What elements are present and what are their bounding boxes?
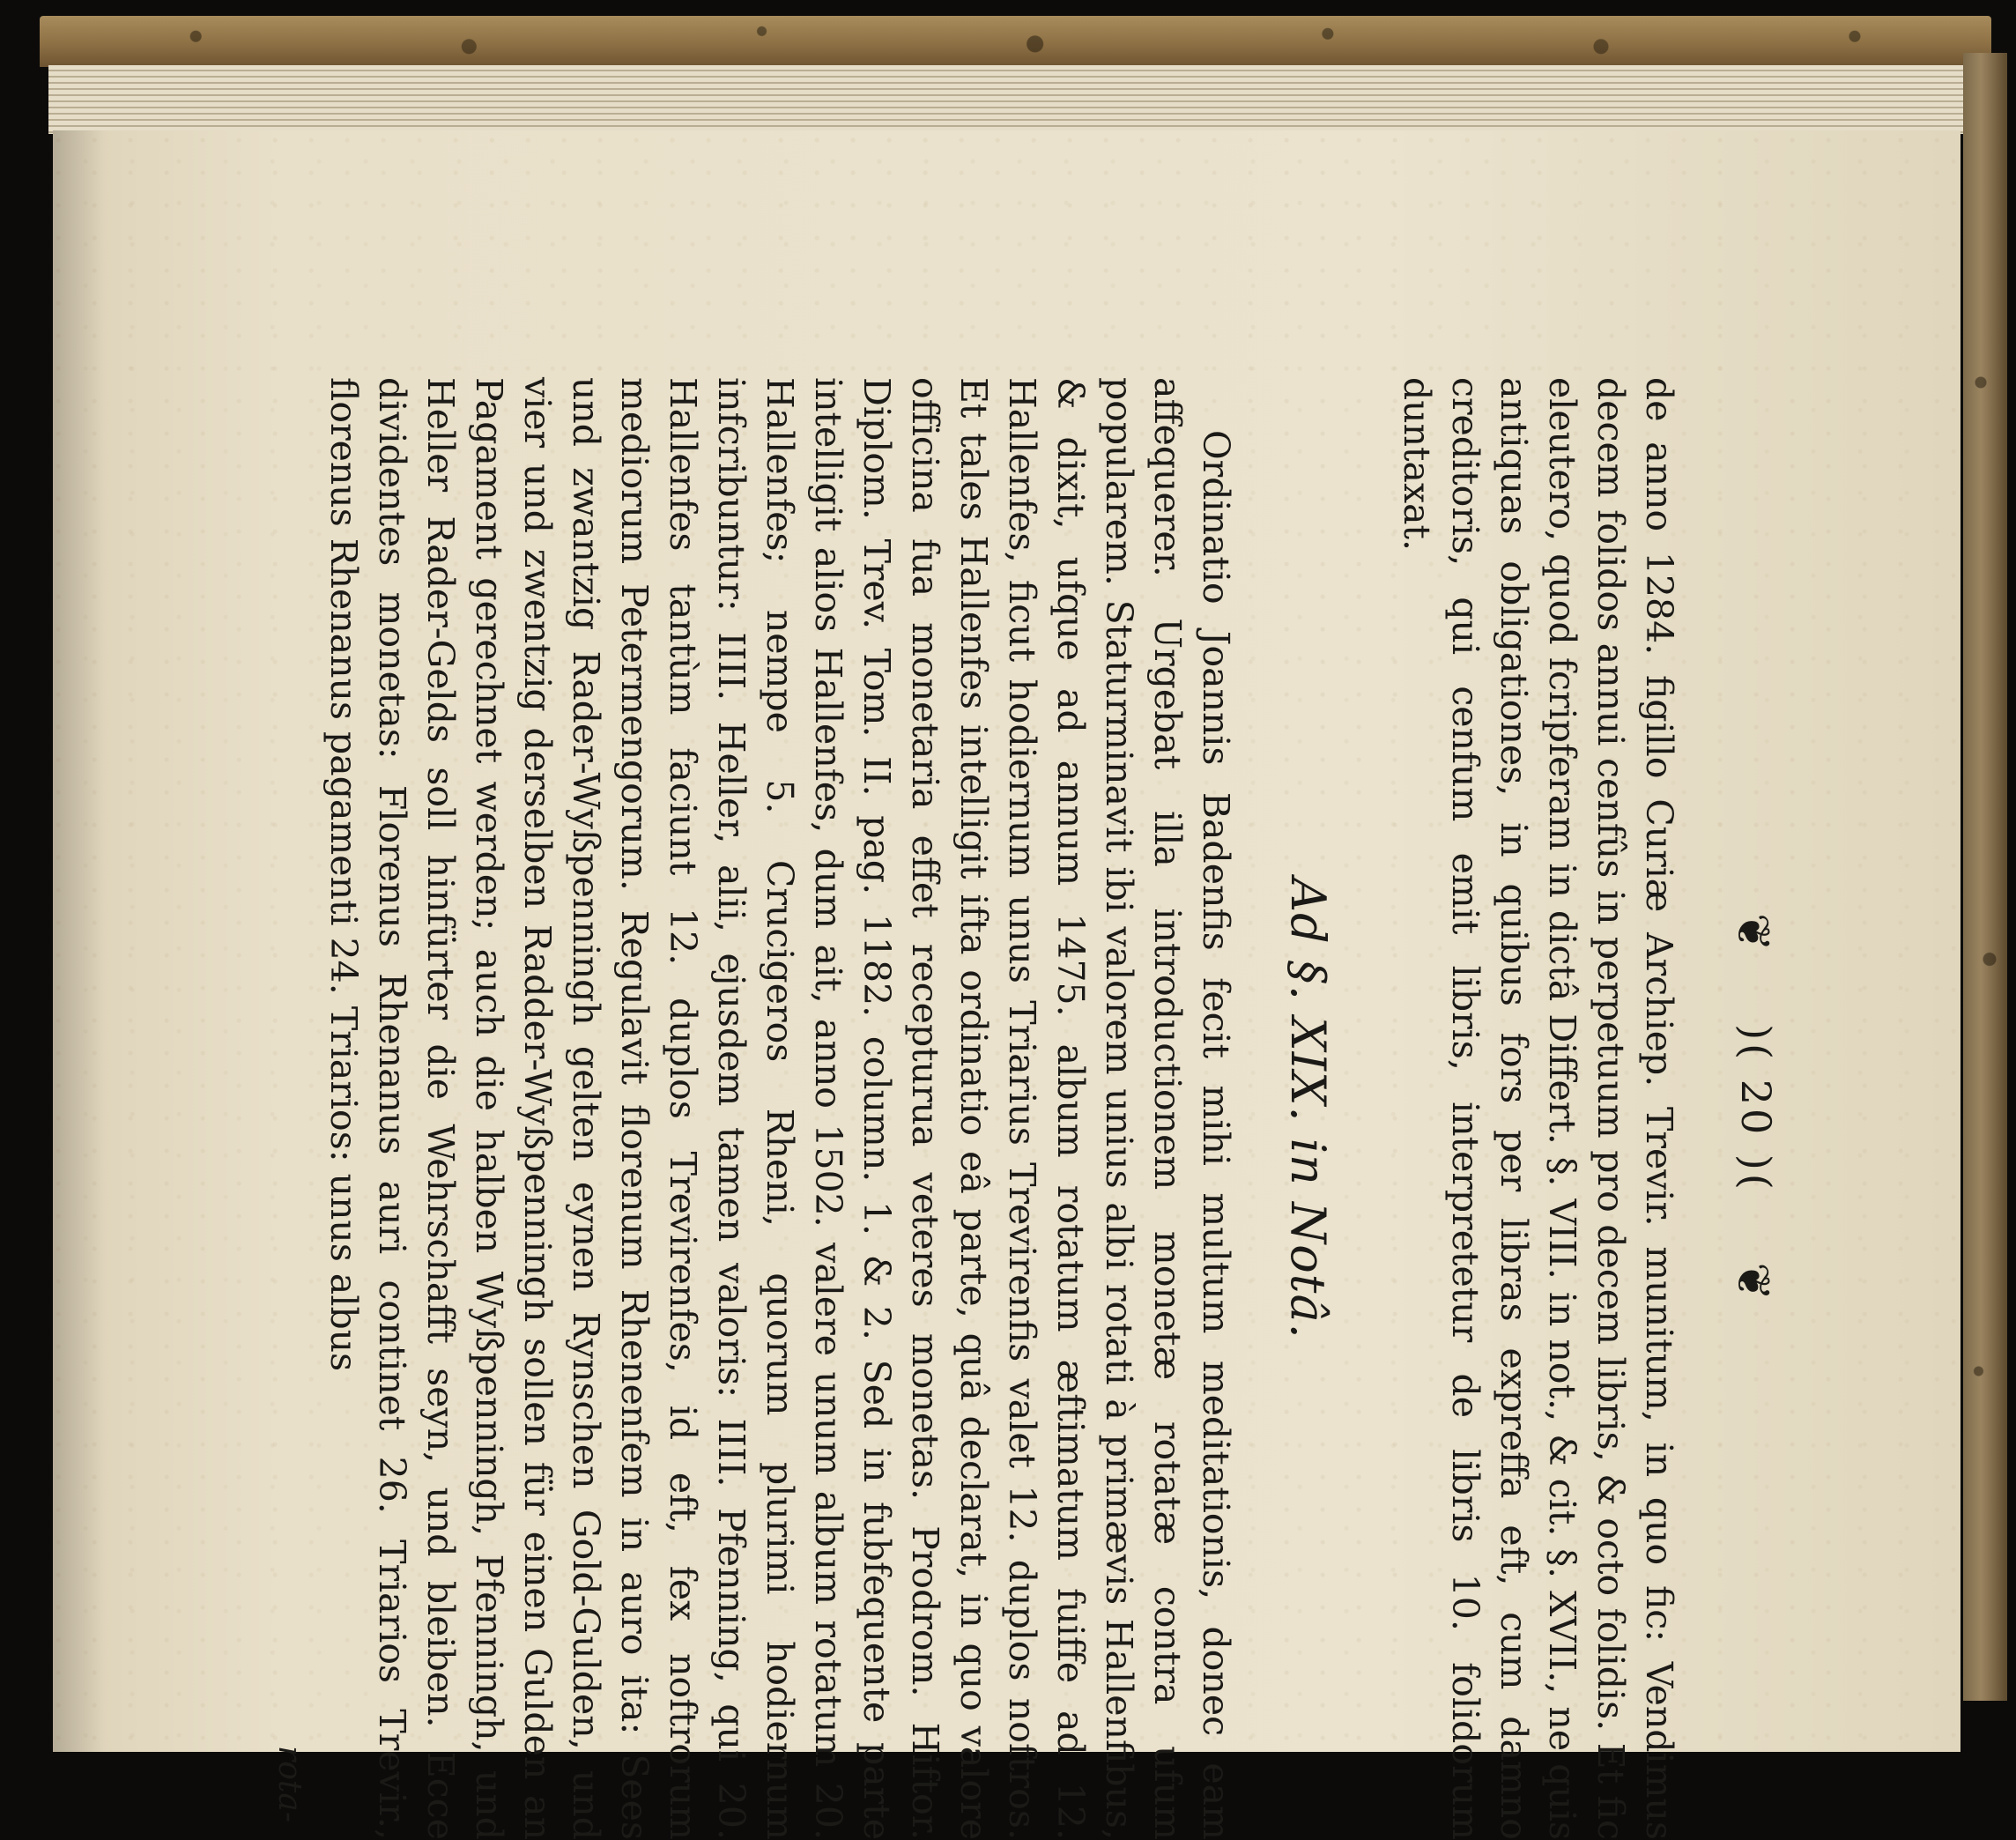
rotated-text-block <box>159 377 1815 1840</box>
page-number-line <box>1726 377 1780 1840</box>
bracket-left-icon: )( <box>1732 1024 1780 1064</box>
page-edges <box>48 65 1969 134</box>
bracket-right-icon: )( <box>1732 1154 1780 1193</box>
running-head <box>1665 377 1815 1840</box>
catchword: rota- <box>271 1746 308 1822</box>
page-body <box>265 377 1683 1840</box>
left-ornament-icon: ❦ <box>1726 912 1779 955</box>
right-ornament-icon: ❦ <box>1726 1262 1779 1304</box>
page-number: 20 <box>1732 1079 1780 1139</box>
marbled-cover-edge <box>40 16 1991 67</box>
marbled-cover-side <box>1963 53 2007 1701</box>
top-paragraph: de anno 1284. figillo Curiæ Archiep. Trevir. munitum, in quo fic: Vendimus decem folidos annui cenfûs in perpetuum pro decem libris, & octo folidis. Et fic eleutero, quod fcripferam in dictâ Differt. §. VIII. in not., & cit. §. XVII., ne quis antiquas obligationes, in quibus fors per libras expreffa eft, cum damno creditoris, qui cenfum emit libris, interpretetur de libris 10. folidorum duntaxat. <box>1396 377 1680 1840</box>
book-page <box>53 130 1960 1840</box>
section-heading: Ad §. XIX. in Notâ. <box>1280 878 1336 1339</box>
gutter-shadow <box>53 130 106 1752</box>
main-paragraph: Ordinatio Joannis Badenfis fecit mihi multum meditationis, donec eam affequerer. Urgebat illa introductionem monetæ rotatæ contra ufum popularem. Staturminavit ibi valorem unius albi rotati à primævis Hallenfibus, & dixit, ufque ad annum 1475. album rotatum æftimatum fuiffe ad 12. Hallenfes, ficut hodiernum unus Triarius Trevirenfis valet 12. duplos noftros. Et tales Hallenfes intelligit ifta ordinatio eâ parte, quâ declarat, in quo valore officina fua monetaria effet recepturua veteres monetas. Prodrom. Hiftor. Diplom. Trev. Tom. II. pag. 1182. column. 1. & 2. Sed in fubfequente parte intelligit alios Hallenfes, dum ait, anno 1502. valere unum album rotatum 20. Hallenfes; nempe 5. Crucigeros Rheni, quorum plurimi hodiernum infcribuntur: IIII. Heller, alii, ejusdem tamen valoris: IIII. Pfenning, qui 20. Hallenfes tantùm faciunt 12. duplos Trevirenfes, id eft, fex noftrorum mediorum Petermengorum. Regulavit florenum Rhenenfem in auro ita: Sees und zwantzig Rader-Wyßpenningh gelten eynen Rynschen Gold-Gulden, und vier und zwentzig derselben Radder-Wyßpenningh sollen für einen Gulden an Pagament gerechnet werden; auch die halben Wyßpenningh, Pfenningh, und Heller Rader-Gelds soll hinfürter die Wehrschafft seyn, und bleiben. Ecce dividentes monetas: Florenus Rhenanus auri continet 26. Triarios Trevir., florenus Rhenanus pagamenti 24. Triarios: unus albus <box>322 377 1237 1840</box>
